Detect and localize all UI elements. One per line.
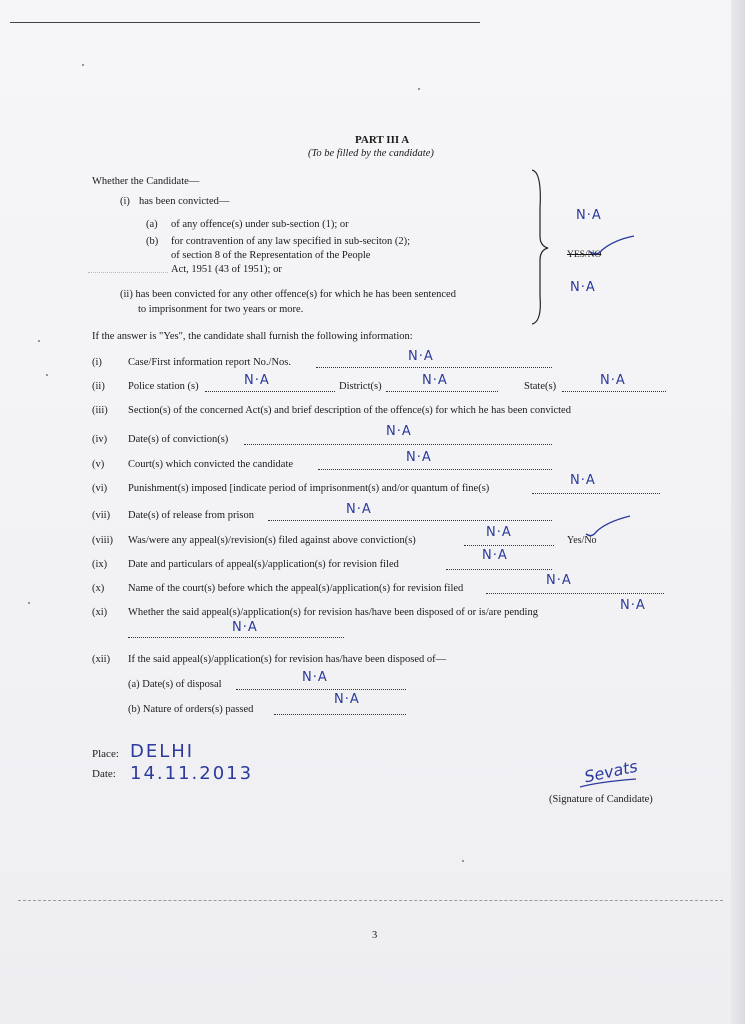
item-i-label: Case/First information report No./Nos.: [128, 357, 292, 368]
item-ix-number: (ix): [92, 559, 108, 570]
item-xii-b-fill-line: [274, 714, 406, 715]
item-viii-answer: N·A: [486, 525, 512, 540]
item-viii-number: (viii): [92, 535, 113, 546]
item-vii-answer: N·A: [346, 502, 372, 517]
intro-b-line2: of section 8 of the Representation of the People: [171, 250, 371, 261]
item-i-number: (i): [92, 357, 102, 368]
item-xi-label: Whether the said appeal(s)/application(s) for revision has/have been disposed of or is/are pending: [128, 607, 538, 618]
item-xi-answer: N·A: [620, 598, 646, 613]
item-x-answer: N·A: [546, 573, 572, 588]
item-x-label: Name of the court(s) before which the appeal(s)/application(s) for revision filed: [128, 583, 464, 594]
item-iv-number: (iv): [92, 434, 108, 445]
date-value: 14.11.2013: [130, 763, 254, 784]
item-ii-district-label: District(s): [339, 381, 382, 392]
item-ii-state-line: [562, 391, 666, 392]
item-ii-number: (ii): [92, 381, 105, 392]
item-xii-b-answer: N·A: [334, 692, 360, 707]
date-label: Date:: [92, 768, 116, 780]
page-edge-shadow: [731, 0, 745, 1024]
place-value: DELHI: [130, 741, 195, 762]
scan-speck: [38, 340, 40, 342]
item-xii-number: (xii): [92, 654, 111, 665]
item-viii-yes-no: Yes/No: [567, 535, 597, 546]
item-x-number: (x): [92, 583, 105, 594]
scan-speck: [462, 860, 464, 862]
item-iv-label: Date(s) of conviction(s): [128, 434, 229, 445]
yes-no-option: YES/NO: [567, 250, 602, 260]
item-ii-state-label: State(s): [524, 381, 557, 392]
intro-b-line3: Act, 1951 (43 of 1951); or: [171, 264, 282, 275]
signature-caption: (Signature of Candidate): [549, 794, 653, 805]
item-ii-district-answer: N·A: [422, 373, 448, 388]
candidate-question: Whether the Candidate—: [92, 176, 200, 187]
item-v-number: (v): [92, 459, 105, 470]
item-vii-label: Date(s) of release from prison: [128, 510, 254, 521]
candidate-signature: Sevats: [582, 756, 640, 787]
page-number: 3: [372, 930, 378, 941]
item-ii-state-answer: N·A: [600, 373, 626, 388]
tick-mark-icon: [584, 514, 632, 540]
intro-b-line1: for contravention of any law specified in sub-seciton (2);: [171, 236, 411, 247]
part-title: PART III A: [355, 134, 410, 146]
item-ix-label: Date and particulars of appeal(s)/application(s) for revision filed: [128, 559, 399, 570]
scan-speck: [28, 602, 30, 604]
top-rule: [10, 22, 480, 23]
instruction-text: If the answer is "Yes", the candidate shall furnish the following information:: [92, 331, 413, 342]
item-vi-number: (vi): [92, 483, 108, 494]
item-xii-a-label: (a) Date(s) of disposal: [128, 679, 222, 690]
answer-i-handwritten: N·A: [576, 208, 602, 223]
intro-ii-line2: to imprisonment for two years or more.: [138, 304, 304, 315]
item-vii-number: (vii): [92, 510, 111, 521]
item-iii-label: Section(s) of the concerned Act(s) and brief description of the offence(s) for which he has been convicted: [128, 405, 571, 416]
intro-i-label: (i): [120, 196, 130, 207]
item-iv-answer: N·A: [386, 424, 412, 439]
item-ii-fill-line: [205, 391, 335, 392]
item-v-fill-line: [318, 469, 552, 470]
tick-mark-icon: [588, 234, 636, 258]
intro-a-label: (a): [146, 219, 158, 230]
item-xi-answer-2: N·A: [232, 620, 258, 635]
item-xii-a-answer: N·A: [302, 670, 328, 685]
item-ii-answer: N·A: [244, 373, 270, 388]
intro-a-text: of any offence(s) under sub-section (1); or: [171, 219, 349, 230]
item-iv-fill-line: [244, 444, 552, 445]
item-xii-label: If the said appeal(s)/application(s) for revision has/have been disposed of—: [128, 654, 447, 665]
item-ix-fill-line: [446, 569, 552, 570]
item-ix-answer: N·A: [482, 548, 508, 563]
item-xii-b-label: (b) Nature of orders(s) passed: [128, 704, 254, 715]
item-vi-answer: N·A: [570, 473, 596, 488]
item-vii-fill-line: [268, 520, 552, 521]
intro-ii-line1: (ii) has been convicted for any other offence(s) for which he has been sentenced: [120, 289, 456, 300]
scan-speck: [418, 88, 420, 90]
item-ii-label: Police station (s): [128, 381, 199, 392]
item-vi-label: Punishment(s) imposed [indicate period of imprisonment(s) and/or quantum of fine(s): [128, 483, 490, 494]
item-xi-fill-line: [128, 637, 344, 638]
item-xi-number: (xi): [92, 607, 108, 618]
answer-ii-handwritten: N·A: [570, 280, 596, 295]
item-vi-fill-line: [532, 493, 660, 494]
item-v-label: Court(s) which convicted the candidate: [128, 459, 294, 470]
right-brace-icon: [528, 168, 550, 326]
item-viii-label: Was/were any appeal(s)/revision(s) filed against above conviction(s): [128, 535, 416, 546]
item-i-answer: N·A: [408, 349, 434, 364]
part-subtitle: (To be filled by the candidate): [308, 148, 434, 159]
item-viii-fill-line: [464, 545, 554, 546]
scan-speck: [46, 374, 48, 376]
intro-b-label: (b): [146, 236, 159, 247]
place-label: Place:: [92, 748, 119, 760]
item-ii-district-line: [386, 391, 498, 392]
scan-speck: [82, 64, 84, 66]
item-x-fill-line: [486, 593, 664, 594]
item-iii-number: (iii): [92, 405, 108, 416]
item-i-fill-line: [316, 367, 552, 368]
item-v-answer: N·A: [406, 450, 432, 465]
faint-dotted-line: [88, 272, 168, 273]
bottom-rule: [18, 900, 723, 901]
item-xii-a-fill-line: [236, 689, 406, 690]
signature-underline-icon: [578, 776, 638, 790]
intro-i-text: has been convicted—: [139, 196, 230, 207]
